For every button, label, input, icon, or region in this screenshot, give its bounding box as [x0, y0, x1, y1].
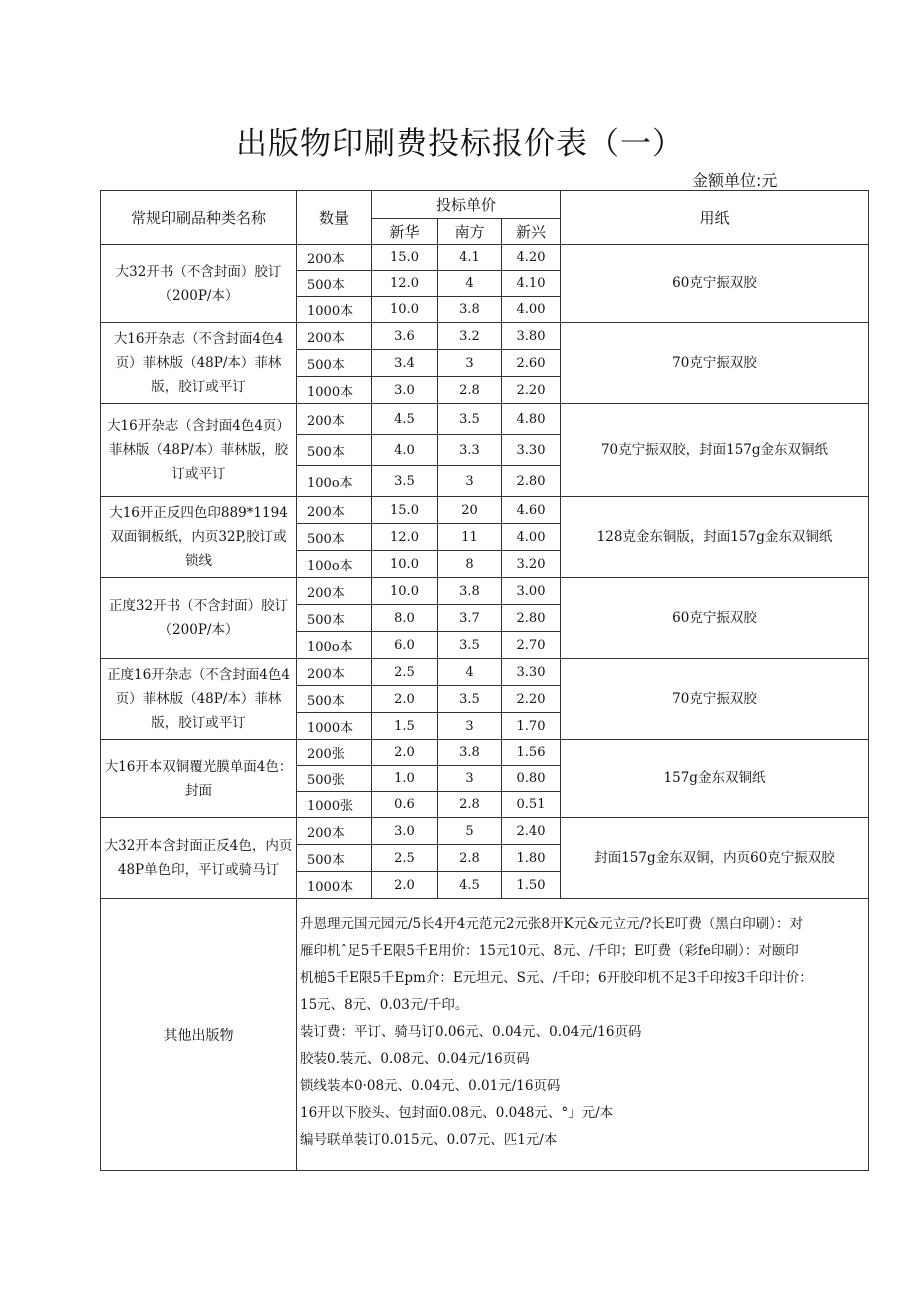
quantity-cell: 1000张: [297, 792, 372, 818]
price-cell-新华: 2.0: [372, 686, 438, 713]
table-row: [101, 245, 869, 271]
price-cell-新华: 10.0: [372, 297, 438, 323]
header-paper: 用纸: [561, 191, 869, 245]
table-row: [101, 497, 869, 524]
price-cell-新兴: 3.00: [502, 578, 561, 605]
price-table: [100, 190, 869, 1171]
table-row: [101, 818, 869, 845]
price-cell-新兴: 2.80: [502, 605, 561, 632]
currency-unit-note: 金额单位:元: [692, 171, 778, 190]
paper-cell: 157g金东双铜纸: [561, 740, 869, 818]
quantity-cell: 500本: [297, 686, 372, 713]
price-cell-新兴: 2.80: [502, 466, 561, 497]
price-cell-南方: 3.3: [438, 435, 502, 466]
pricing-line: 机槌5千E限5千Epm介：E元坦元、S元、/千印；6开胶印机不足3千印按3千印计价：: [300, 970, 813, 986]
quantity-cell: 1000本: [297, 872, 372, 899]
price-cell-新华: 4.0: [372, 435, 438, 466]
price-cell-南方: 3.5: [438, 686, 502, 713]
quantity-cell: 200本: [297, 497, 372, 524]
header-name: 常规印刷品种类名称: [101, 191, 297, 245]
price-cell-新华: 10.0: [372, 551, 438, 578]
pricing-line: 编号联单装订0.015元、0.07元、匹1元/本: [300, 1132, 558, 1148]
header-vendor: 南方: [438, 219, 502, 245]
price-cell-南方: 4: [438, 271, 502, 297]
quantity-cell: 1000本: [297, 713, 372, 740]
quantity-cell: 500本: [297, 845, 372, 872]
quantity-cell: 200本: [297, 404, 372, 435]
quantity-cell: 1000本: [297, 297, 372, 323]
price-cell-南方: 2.8: [438, 377, 502, 404]
quantity-cell: 200本: [297, 323, 372, 350]
price-cell-新兴: 4.20: [502, 245, 561, 271]
price-cell-南方: 3.7: [438, 605, 502, 632]
price-cell-南方: 3.5: [438, 632, 502, 659]
price-cell-新兴: 4.00: [502, 524, 561, 551]
page-title: 出版物印刷费投标报价表（一）: [236, 126, 684, 162]
table-body: [101, 245, 869, 1171]
price-cell-新华: 3.6: [372, 323, 438, 350]
paper-cell: 封面157g金东双铜，内页60克宁振双胶: [561, 818, 869, 899]
pricing-line: 锁线装本0·08元、0.04元、0.01元/16页码: [300, 1078, 561, 1094]
price-cell-新兴: 2.20: [502, 686, 561, 713]
quantity-cell: 100o本: [297, 466, 372, 497]
pricing-line: 胶装0.装元、0.08元、0.04元/16页码: [300, 1051, 530, 1067]
price-cell-新兴: 3.80: [502, 323, 561, 350]
paper-cell: 128克金东铜版，封面157g金东双铜纸: [561, 497, 869, 578]
header-price: 投标单价: [372, 191, 561, 219]
other-publications-pricing: [297, 899, 869, 1171]
quantity-cell: 500本: [297, 605, 372, 632]
header-vendor: 新兴: [502, 219, 561, 245]
price-cell-南方: 3: [438, 350, 502, 377]
price-cell-新兴: 1.70: [502, 713, 561, 740]
quantity-cell: 500本: [297, 350, 372, 377]
price-cell-新兴: 2.20: [502, 377, 561, 404]
price-cell-南方: 20: [438, 497, 502, 524]
price-cell-新华: 12.0: [372, 271, 438, 297]
quantity-cell: 200本: [297, 245, 372, 271]
price-cell-新华: 1.5: [372, 713, 438, 740]
other-publications-label: 其他出版物: [101, 899, 297, 1171]
price-cell-新华: 3.0: [372, 377, 438, 404]
price-cell-新华: 1.0: [372, 766, 438, 792]
paper-cell: 60克宁振双胶: [561, 578, 869, 659]
price-cell-南方: 3.8: [438, 740, 502, 766]
price-cell-新华: 8.0: [372, 605, 438, 632]
price-cell-新华: 4.5: [372, 404, 438, 435]
price-cell-新兴: 1.50: [502, 872, 561, 899]
quantity-cell: 200本: [297, 818, 372, 845]
price-cell-新兴: 4.60: [502, 497, 561, 524]
price-cell-新华: 12.0: [372, 524, 438, 551]
price-cell-南方: 2.8: [438, 792, 502, 818]
quantity-cell: 1000本: [297, 377, 372, 404]
quantity-cell: 200本: [297, 578, 372, 605]
price-cell-南方: 2.8: [438, 845, 502, 872]
price-cell-南方: 11: [438, 524, 502, 551]
price-cell-南方: 4.5: [438, 872, 502, 899]
price-cell-新华: 3.5: [372, 466, 438, 497]
price-cell-南方: 3: [438, 713, 502, 740]
item-name: 正度32开书（不含封面）胶订（200P/本）: [101, 578, 297, 659]
table-row: [101, 740, 869, 766]
price-cell-南方: 3: [438, 466, 502, 497]
price-cell-新华: 15.0: [372, 245, 438, 271]
item-name: 正度16开杂志（不含封面4色4页）菲林版（48P/本）菲林版，胶订或平订: [101, 659, 297, 740]
price-cell-新兴: 4.80: [502, 404, 561, 435]
price-cell-新兴: 1.80: [502, 845, 561, 872]
price-cell-新兴: 1.56: [502, 740, 561, 766]
price-cell-新华: 0.6: [372, 792, 438, 818]
paper-cell: 70克宁振双胶: [561, 659, 869, 740]
table-row: [101, 578, 869, 605]
pricing-line: 15元、8元、0.03元/千印。: [300, 997, 469, 1013]
quantity-cell: 100o本: [297, 551, 372, 578]
pricing-line: 16开以下胶头、包封面0.08元、0.048元、°」元/本: [300, 1105, 614, 1121]
table-row: [101, 659, 869, 686]
item-name: 大16开杂志（不含封面4色4页）菲林版（48P/本）菲林版，胶订或平订: [101, 323, 297, 404]
price-cell-新兴: 3.20: [502, 551, 561, 578]
price-cell-南方: 4: [438, 659, 502, 686]
price-cell-新兴: 4.00: [502, 297, 561, 323]
other-publications-row: [101, 899, 869, 1171]
price-cell-南方: 3.5: [438, 404, 502, 435]
price-cell-新兴: 3.30: [502, 435, 561, 466]
price-cell-新兴: 0.51: [502, 792, 561, 818]
price-cell-新兴: 2.70: [502, 632, 561, 659]
table-row: [101, 404, 869, 435]
quantity-cell: 100o本: [297, 632, 372, 659]
price-cell-新兴: 2.60: [502, 350, 561, 377]
price-cell-新兴: 0.80: [502, 766, 561, 792]
price-cell-新兴: 4.10: [502, 271, 561, 297]
header-vendor: 新华: [372, 219, 438, 245]
pricing-line: 装订费：平订、骑马订0.06元、0.04元、0.04元/16页码: [300, 1024, 642, 1040]
price-cell-新华: 3.4: [372, 350, 438, 377]
paper-cell: 70克宁振双胶: [561, 323, 869, 404]
price-cell-南方: 8: [438, 551, 502, 578]
price-cell-南方: 5: [438, 818, 502, 845]
price-cell-新华: 2.5: [372, 845, 438, 872]
price-cell-南方: 3.2: [438, 323, 502, 350]
quantity-cell: 500本: [297, 271, 372, 297]
pricing-line: 雁印机ˆ足5千E限5千E用价：15元10元、8元、/千印；E叮费（彩fe印刷）：对颐印: [300, 943, 799, 959]
price-cell-南方: 4.1: [438, 245, 502, 271]
paper-cell: 60克宁振双胶: [561, 245, 869, 323]
price-cell-新华: 3.0: [372, 818, 438, 845]
quantity-cell: 200张: [297, 740, 372, 766]
price-cell-新华: 2.5: [372, 659, 438, 686]
price-cell-新华: 2.0: [372, 740, 438, 766]
quantity-cell: 500本: [297, 524, 372, 551]
quantity-cell: 200本: [297, 659, 372, 686]
item-name: 大16开杂志（含封面4色4页）菲林版（48P/本）菲林版，胶订或平订: [101, 404, 297, 497]
pricing-line: 升恩理元国元园元/5长4开4元范元2元张8开K元&元立元/?长E叮费（黑白印刷）：对: [300, 916, 803, 932]
item-name: 大32开书（不含封面）胶订（200P/本）: [101, 245, 297, 323]
item-name: 大16开正反四色印889*1194双面铜板纸，内页32P,胶订或锁线: [101, 497, 297, 578]
price-cell-南方: 3.8: [438, 297, 502, 323]
price-cell-南方: 3: [438, 766, 502, 792]
quantity-cell: 500本: [297, 435, 372, 466]
header-qty: 数量: [297, 191, 372, 245]
price-cell-新华: 6.0: [372, 632, 438, 659]
paper-cell: 70克宁振双胶，封面157g金东双铜纸: [561, 404, 869, 497]
price-cell-新兴: 2.40: [502, 818, 561, 845]
price-cell-新华: 2.0: [372, 872, 438, 899]
item-name: 大16开本双铜覆光膜单面4色：封面: [101, 740, 297, 818]
price-cell-新华: 15.0: [372, 497, 438, 524]
item-name: 大32开本含封面正反4色，内页48P单色印，平订或骑马订: [101, 818, 297, 899]
price-cell-新兴: 3.30: [502, 659, 561, 686]
price-cell-新华: 10.0: [372, 578, 438, 605]
table-row: [101, 323, 869, 350]
price-cell-南方: 3.8: [438, 578, 502, 605]
quantity-cell: 500张: [297, 766, 372, 792]
